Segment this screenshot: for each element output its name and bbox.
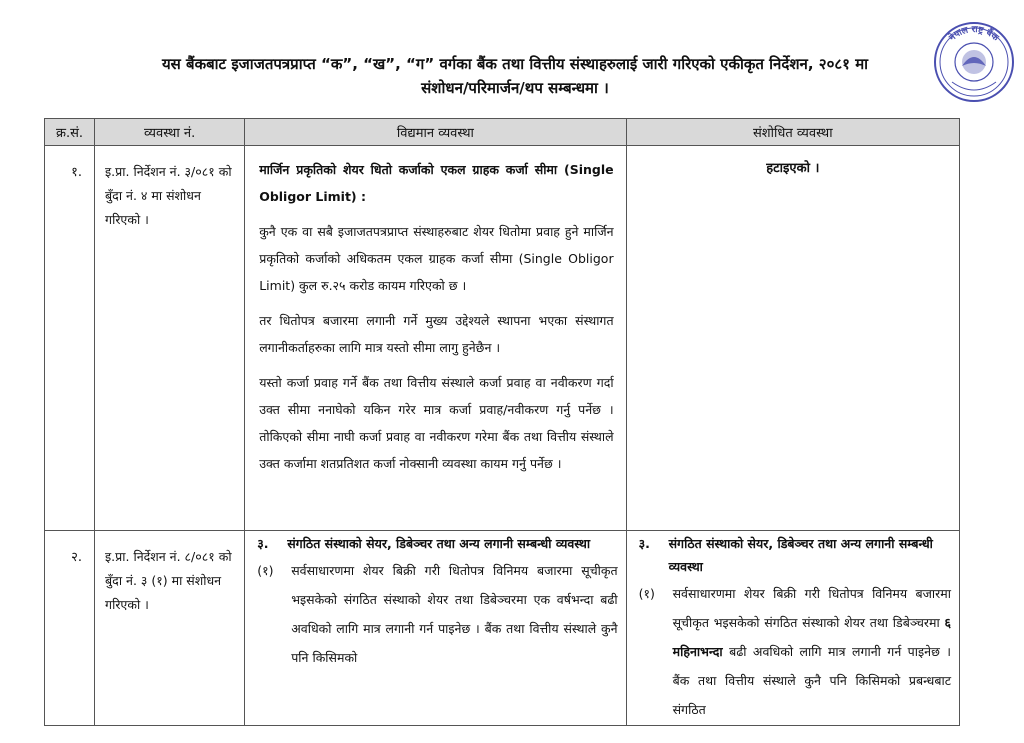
existing-paragraph: यस्तो कर्जा प्रवाह गर्ने बैंक तथा वित्तीय संस्थाले कर्जा प्रवाह वा नवीकरण गर्दा उक्त सीमा ननाघेको यकिन गरेर मात्र कर्जा प्रवाह/नवीकरण गर्नु पर्नेछ । तोकिएको सीमा नाघी कर्जा प्रवाह वा नवीकरण गरेमा बैंक तथा वित्तीय संस्थाले उक्त कर्जामा शतप्रतिशत कर्जा नोक्सानी व्यवस्था कायम गर्नु पर्नेछ । [259, 375, 614, 471]
section-title: संगठित संस्थाको सेयर, डिबेञ्चर तथा अन्य लगानी सम्बन्धी व्यवस्था [287, 536, 591, 551]
section-title: संगठित संस्थाको सेयर, डिबेञ्चर तथा अन्य लगानी सम्बन्धी व्यवस्था [668, 536, 933, 574]
existing-paragraph: कुनै एक वा सबै इजाजतपत्रप्राप्त संस्थाहरुबाट शेयर धितोमा प्रवाह हुने मार्जिन प्रकृतिको कर्जाको अधिकतम एकल ग्राहक कर्जा सीमा (Single Obligor Limit) कुल रु.२५ करोड कायम गरिएको छ । [259, 224, 614, 293]
section-number: ३. [638, 536, 650, 551]
table-row [45, 146, 960, 531]
point-number: (१) [638, 586, 655, 601]
revised-provision-cell [626, 146, 959, 531]
header-existing-provision: विद्यमान व्यवस्था [245, 119, 626, 146]
row-serial: २. [45, 531, 95, 726]
circular-amendment-table [44, 118, 960, 726]
row-provision-ref: इ.प्रा. निर्देशन नं. ३/०८१ को बुँदा नं. ४ मा संशोधन गरिएको । [95, 146, 245, 531]
point-text: सर्वसाधारणमा शेयर बिक्री गरी धितोपत्र विनिमय बजारमा सूचीकृत भइसकेको संगठित संस्थाको शेयर तथा डिबेञ्चरमा एक वर्षभन्दा बढी अवधिको लागि मात्र लगानी गर्न पाइनेछ । बैंक तथा वित्तीय संस्थाले कुनै पनि किसिमको [291, 563, 618, 665]
existing-heading: मार्जिन प्रकृतिको शेयर धितो कर्जाको एकल ग्राहक कर्जा सीमा (Single Obligor Limit) : [259, 162, 614, 204]
table-header-row [45, 119, 960, 146]
point-text [673, 579, 951, 724]
revised-text: हटाइएको । [766, 161, 820, 176]
title-line-2: संशोधन/परिमार्जन/थप सम्बन्धमा । [421, 79, 609, 97]
existing-provision-cell [245, 146, 626, 531]
existing-point [257, 559, 617, 672]
point-text-pre: सर्वसाधारणमा शेयर बिक्री गरी धितोपत्र विनिमय बजारमा सूचीकृत भइसकेको संगठित संस्थाको शेयर तथा डिबेञ्चरमा [672, 586, 951, 630]
row-provision-ref: इ.प्रा. निर्देशन नं. ८/०८१ को बुँदा नं. ३ (१) मा संशोधन गरिएको । [95, 531, 245, 726]
revised-provision-cell [626, 531, 959, 726]
revised-section-heading [639, 531, 951, 578]
table-row [45, 531, 960, 726]
svg-text:नेपाल राष्ट्र बैंक: नेपाल राष्ट्र बैंक [947, 24, 1001, 44]
existing-section-heading [257, 531, 617, 555]
point-text-post: बढी अवधिको लागि मात्र लगानी गर्न पाइनेछ । बैंक तथा वित्तीय संस्थाले कुनै पनि किसिमको प्रबन्धबाट संगठित [672, 644, 951, 717]
nepal-rastra-bank-seal-icon [932, 20, 1016, 104]
header-serial: क्र.सं. [45, 119, 95, 146]
title-line-1: यस बैंकबाट इजाजतपत्रप्राप्त “क”, “ख”, “ग” वर्गका बैंक तथा वित्तीय संस्थाहरुलाई जारी गरिएको एकीकृत निर्देशन, २०८१ मा [161, 55, 869, 73]
row-serial: १. [45, 146, 95, 531]
existing-provision-cell [245, 531, 626, 726]
point-text-highlight: ६ महिनाभन्दा [672, 615, 951, 659]
section-number: ३. [257, 536, 269, 551]
point-number: (१) [257, 563, 274, 578]
existing-paragraph: तर धितोपत्र बजारमा लगानी गर्ने मुख्य उद्देश्यले स्थापना भएका संस्थागत लगानीकर्ताहरुका लागि मात्र यस्तो सीमा लागु हुनेछैन । [259, 313, 614, 355]
revised-point [639, 582, 951, 724]
header-provision-no: व्यवस्था नं. [95, 119, 245, 146]
header-revised-provision: संशोधित व्यवस्था [626, 119, 959, 146]
document-title [100, 52, 930, 100]
